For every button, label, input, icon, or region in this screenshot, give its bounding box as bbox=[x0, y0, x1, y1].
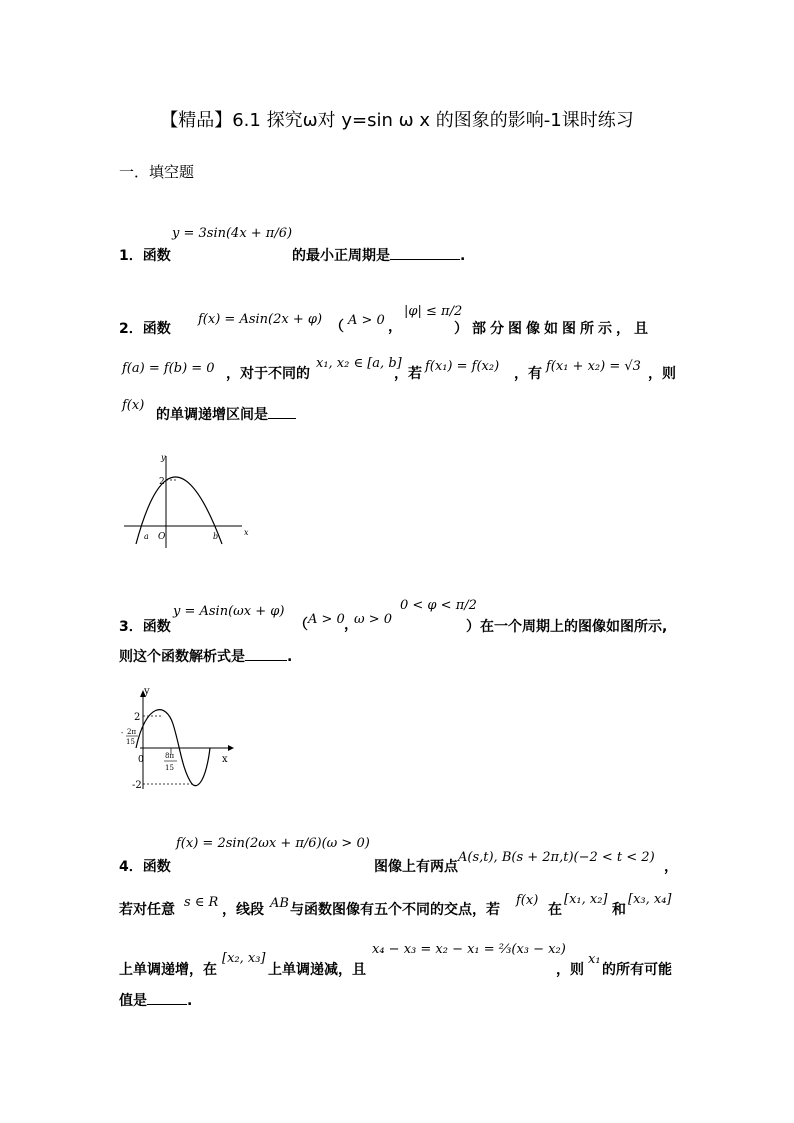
q4-text3: ，线段 bbox=[222, 902, 264, 918]
q2-comma: ， bbox=[388, 319, 402, 335]
q3-blank[interactable] bbox=[245, 659, 287, 661]
q3-cond-a: A > 0 bbox=[308, 612, 345, 627]
q4-formula: f(x) = 2sin(2ωx + π/6)(ω > 0) bbox=[176, 836, 370, 851]
q3-two-label: 2 bbox=[134, 712, 141, 723]
section-heading: 一．填空题 bbox=[119, 163, 195, 181]
q4-text7: 上单调递增，在 bbox=[119, 962, 217, 978]
q2-text4: ，有 bbox=[514, 366, 542, 382]
q3-formula: y = Asin(ωx + φ) bbox=[173, 604, 285, 619]
q3-origin-label: 0 bbox=[138, 755, 144, 765]
q2-curve bbox=[136, 477, 222, 544]
q2-text3: ，若 bbox=[394, 366, 422, 382]
q2-open: （ bbox=[330, 319, 344, 335]
q4-x1: x₁ bbox=[588, 952, 601, 967]
q3-open: （ bbox=[294, 617, 308, 633]
q3-left-num: 2π bbox=[127, 728, 137, 736]
q2-formula: f(x) = Asin(2x + φ) bbox=[198, 312, 323, 327]
q4-text2: 若对任意 bbox=[119, 902, 175, 918]
q3-x-label: x bbox=[222, 754, 228, 765]
q1-number: 1．函数 bbox=[119, 248, 171, 264]
q4-text4: 与函数图像有五个不同的交点，若 bbox=[290, 902, 500, 918]
q2-xs: x₁, x₂ ∈ [a, b] bbox=[316, 356, 402, 371]
q2-x-label: x bbox=[244, 528, 249, 537]
q2-eq2: f(x₁ + x₂) = √3 bbox=[546, 359, 641, 374]
q2-text5: ，则 bbox=[648, 366, 676, 382]
q2-y-label: y bbox=[161, 453, 166, 462]
page-title: 【精品】6.1 探究ω对 y=sin ω x 的图象的影响-1课时练习 bbox=[160, 110, 634, 131]
q2-graph bbox=[118, 448, 260, 552]
q3-graph bbox=[118, 684, 242, 794]
q3-right-den: 15 bbox=[165, 764, 174, 772]
q2-b-label: b bbox=[213, 532, 219, 541]
q3-left-den: 15 bbox=[126, 738, 135, 746]
q4-text1: 图像上有两点 bbox=[374, 859, 458, 875]
q2-blank[interactable] bbox=[268, 417, 296, 419]
q3-cond-phi: 0 < φ < π/2 bbox=[400, 598, 477, 613]
q2-condition: f(a) = f(b) = 0 bbox=[122, 361, 215, 376]
q4-comma: ， bbox=[664, 859, 678, 875]
q4-text8: 上单调递减，且 bbox=[268, 962, 366, 978]
q4-text6: 和 bbox=[612, 902, 626, 918]
q3-text2: 则这个函数解析式是 . bbox=[119, 649, 293, 665]
q2-number: 2．函数 bbox=[119, 321, 171, 337]
q3-number: 3．函数 bbox=[119, 619, 171, 635]
q2-cond-phi: |φ| ≤ π/2 bbox=[404, 304, 463, 319]
q4-int1: [x₁, x₂] bbox=[564, 892, 608, 907]
q2-text1: ）部分图像如图所示，且 bbox=[454, 321, 652, 337]
q4-int3: [x₂, x₃] bbox=[222, 951, 266, 966]
q4-int2: [x₃, x₄] bbox=[628, 892, 672, 907]
q2-o-label: O bbox=[158, 532, 166, 542]
q4-relation: x₄ − x₃ = x₂ − x₁ = ⅔(x₃ − x₂) bbox=[372, 942, 566, 957]
q3-x-arrow bbox=[228, 745, 234, 751]
q2-cond-a: A > 0 bbox=[348, 313, 385, 328]
q4-text5: 在 bbox=[548, 902, 562, 918]
q1-text: 的最小正周期是 . bbox=[292, 248, 466, 264]
q1-blank[interactable] bbox=[390, 258, 460, 260]
q4-fx: f(x) bbox=[516, 893, 539, 908]
q4-ab: AB bbox=[270, 896, 289, 911]
q3-cond-w: ω > 0 bbox=[354, 612, 393, 627]
q3-right-num: 8π bbox=[165, 752, 175, 760]
q1-formula: y = 3sin(4x + π/6) bbox=[172, 226, 293, 241]
q3-text1: ）在一个周期上的图像如图所示, bbox=[466, 619, 668, 635]
q2-eq: f(x₁) = f(x₂) bbox=[425, 359, 500, 374]
q3-y-label: y bbox=[144, 686, 150, 697]
q2-a-label: a bbox=[144, 532, 149, 541]
q2-text6: 的单调递增区间是 bbox=[156, 404, 296, 424]
q4-text9: ，则 bbox=[556, 962, 584, 978]
q4-s: s ∈ R bbox=[184, 895, 219, 910]
q3-neg2-label: -2 bbox=[132, 780, 142, 791]
q3-comma: ， bbox=[344, 617, 358, 633]
q4-number: 4．函数 bbox=[119, 859, 171, 875]
q4-text10: 的所有可能 bbox=[602, 962, 672, 978]
q2-text2: ，对于不同的 bbox=[226, 366, 310, 382]
q4-blank[interactable] bbox=[147, 1003, 187, 1005]
q3-left-minus: - bbox=[121, 729, 124, 737]
q2-two-label: 2 bbox=[159, 477, 165, 487]
q4-points: A(s,t), B(s + 2π,t)(−2 < t < 2) bbox=[458, 850, 655, 865]
q2-fx: f(x) bbox=[122, 398, 145, 413]
q4-text11: 值是 . bbox=[119, 993, 193, 1009]
